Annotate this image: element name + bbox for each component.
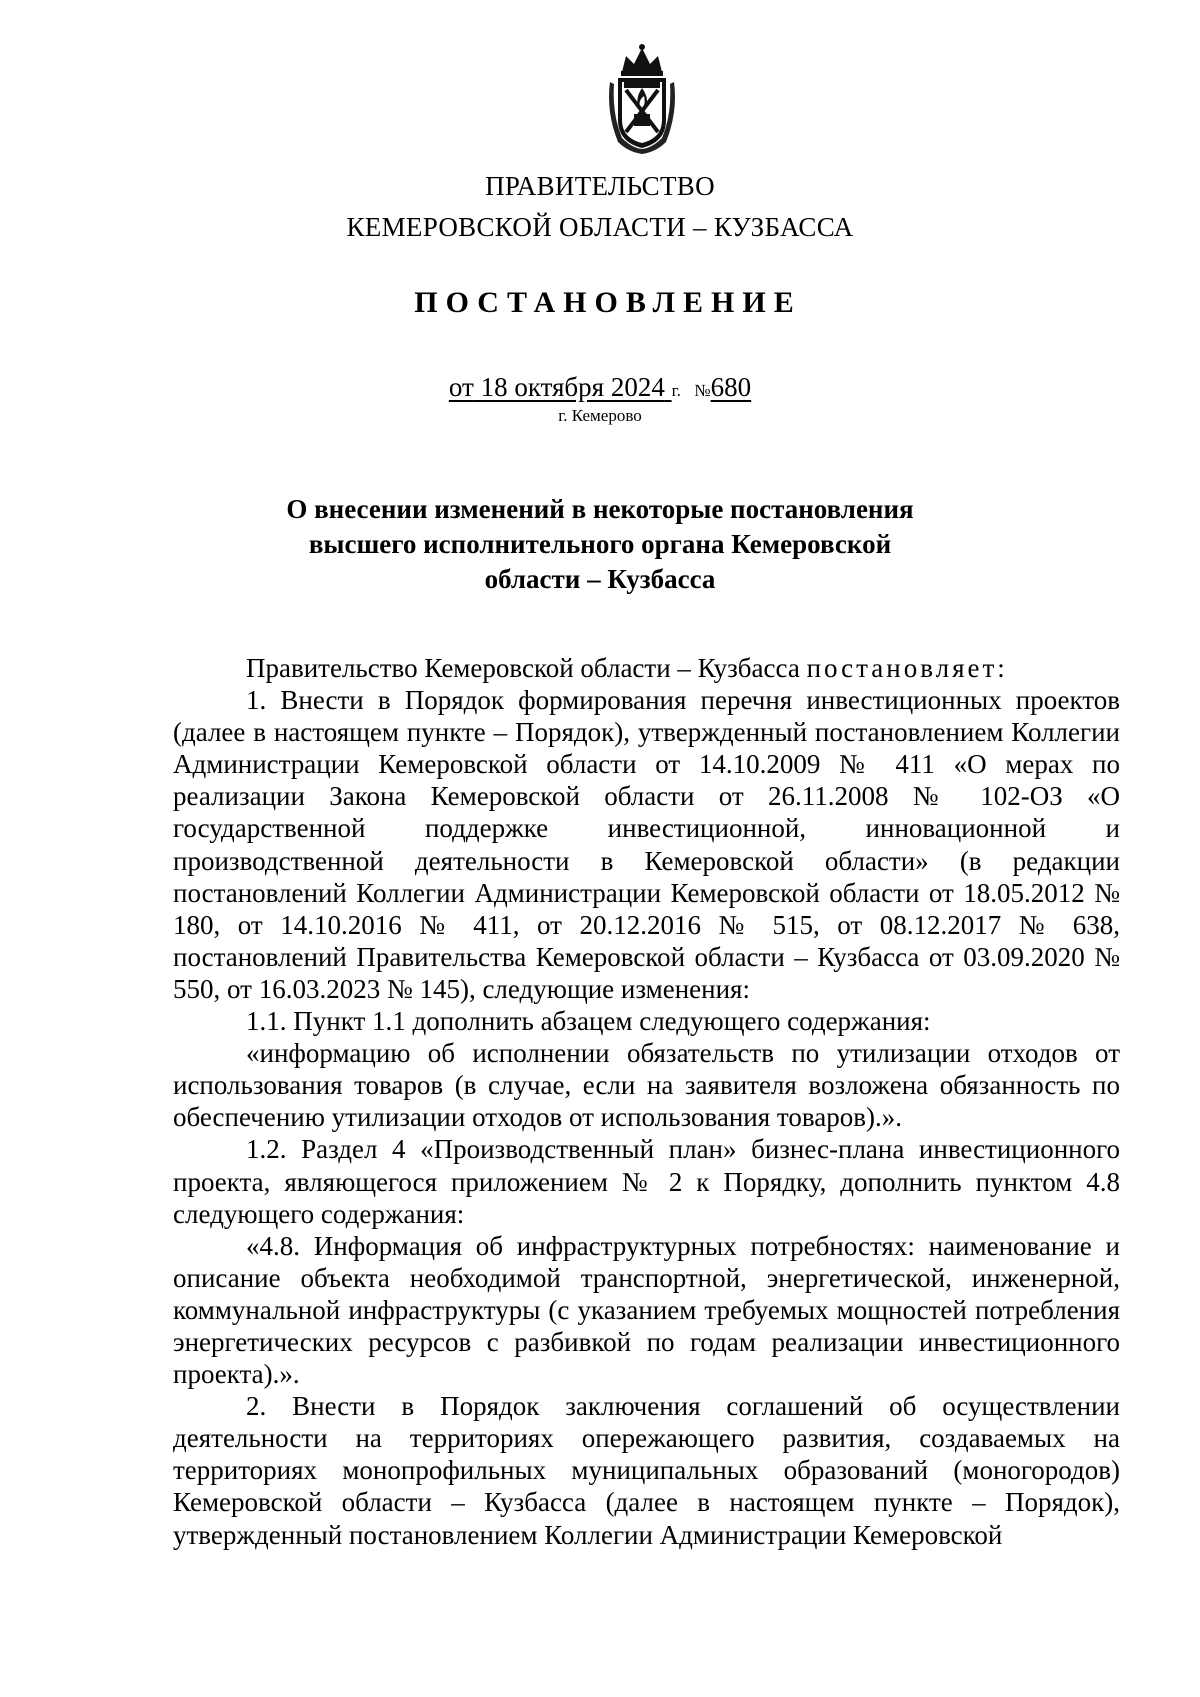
paragraph-1: 1. Внести в Порядок формирования перечня инвестиционных проектов (далее в настоящем пункте – Порядок), утвержденный постановлением Коллегии Администрации Кемеровской области от 14.10.2009 № 411 «О мерах по реализации Закона Кемеровской области от 26.11.2008 № 102-ОЗ «О государственной поддержке инвестиционной, инновационной и производственной деятельности в Кемеровской области» (в редакции постановлений Коллегии Администрации Кемеровской области от 18.05.2012 № 180, от 14.10.2016 № 411, от 20.12.2016 № 515, от 08.12.2017 № 638, постановлений Правительства Кемеровской области – Кузбасса от 03.09.2020 № 550, от 16.03.2023 № 145), следующие изменения: [173,685,1120,1004]
title-line: области – Кузбасса [484,564,716,594]
paragraph-2: 2. Внести в Порядок заключения соглашений об осуществлении деятельности на территориях опережающего развития, создаваемых на территориях монопрофильных муниципальных образований (моногородов) Кемеровской области – Кузбасса (далее в настоящем пункте – Порядок), утвержденный постановлением Коллегии Администрации Кемеровской [173,1391,1120,1550]
paragraph-1-1-quote: «информацию об исполнении обязательств по утилизации отходов от использования товаров (в случае, если на заявителя возложена обязанность по обеспечению утилизации отходов от использования товаров).». [173,1038,1120,1133]
paragraph-1-2: 1.2. Раздел 4 «Производственный план» бизнес-плана инвестиционного проекта, являющегося приложением № 2 к Порядку, дополнить пунктом 4.8 следующего содержания: [173,1134,1120,1229]
document-title [0,492,1200,597]
government-name-line2: КЕМЕРОВСКОЙ ОБЛАСТИ – КУЗБАССА [346,212,854,242]
date-prefix: от [448,372,474,402]
document-date: 18 октября 2024 [480,372,665,402]
government-name-line1: ПРАВИТЕЛЬСТВО [485,171,715,201]
number-sign: № [694,381,711,400]
intro-resolves: постановляет: [806,653,1008,683]
document-type-heading: ПОСТАНОВЛЕНИЕ [414,286,802,319]
date-number-line [0,372,1200,403]
document-body [173,652,1120,1551]
title-line: О внесении изменений в некоторые постановления [286,494,914,524]
city-label: г. Кемерово [558,406,642,425]
intro-text: Правительство Кемеровской области – Кузбасса [246,653,807,683]
paragraph-1-2-quote: «4.8. Информация об инфраструктурных потребностях: наименование и описание объекта необходимой транспортной, энергетической, инженерной, коммунальной инфраструктуры (с указанием требуемых мощностей потребления энергетических ресурсов с разбивкой по годам реализации инвестиционного проекта).». [173,1230,1120,1390]
document-number: 680 [710,372,752,402]
title-line: высшего исполнительного органа Кемеровской [308,529,892,559]
kuzbass-coat-of-arms-icon [604,42,680,158]
intro-paragraph [173,652,1120,684]
paragraph-1-1: 1.1. Пункт 1.1 дополнить абзацем следующего содержания: [246,1006,931,1037]
year-suffix: г. [671,381,681,400]
